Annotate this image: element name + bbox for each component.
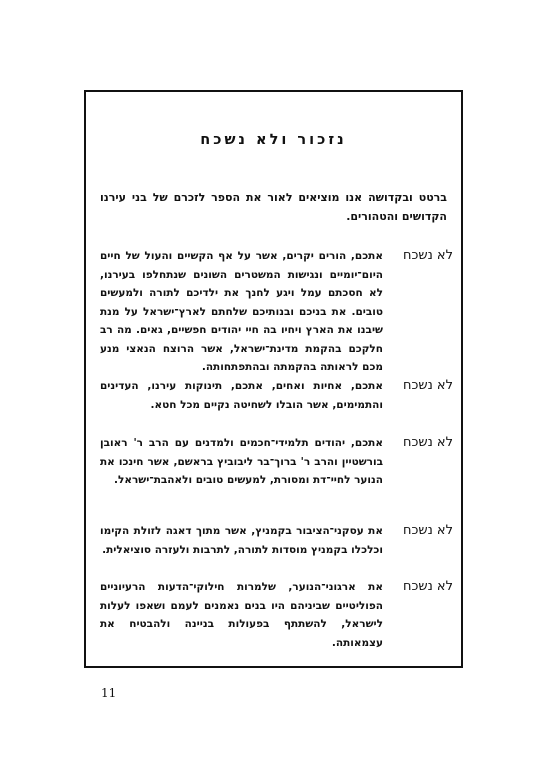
memorial-entry [100,377,453,414]
entry-text: את עסקני־הציבור בקמניץ, אשר מתוך דאגה לזולת הקימו וכלכלו בקמניץ מוסדות לתורה, לתרבות ולעזרה סוציאלית. [100,525,383,556]
page-number: 11 [101,686,117,700]
entry-text: אתכם, יהודים תלמידי־חכמים ולמדנים עם הרב ר' ראובן בורשטיין והרב ר' ברוך־בר ליבוביץ בראשם, אשר חינכו את הנוער לחיי־דת ומסורת, למעשים טובים ולאהבת־ישראל. [100,437,383,486]
memorial-entry [100,578,453,652]
intro-paragraph: ברטט ובקדושה אנו מוציאים לאור את הספר לזכרם של בני עירנו הקדושים והטהורים. [100,191,447,223]
page-title: נזכור ולא נשכח [200,132,347,148]
entry-label: לא נשכח [403,523,453,538]
entry-label: לא נשכח [403,435,453,450]
entry-label: לא נשכח [403,378,453,393]
entry-text: אתכם, אחיות ואחים, אתכם, תינוקות עירנו, העדינים והתמימים, אשר הובלו לשחיטה נקיים מכל חטא. [100,380,383,411]
entry-label: לא נשכח [403,579,453,594]
entry-text: אתכם, הורים יקרים, אשר על אף הקשיים והעול של חיים היום־יומיים ונגישות המשטרים השונים שנתחלפו בעירנו, לא חסכתם עמל ויגע לחנך את ילדיכם לתורה ולמעשים טובים. את בניכם ובנותיכם שלחתם לארץ־ישראל על מנת שיבנו את הארץ ויחיו בה חיי יהודים חפשיים, גאים. מה רב חלקכם בהקמת מדינת־ישראל, אשר הרוצח הנאצי מנע מכם לראותה בהקמתה ובהתפתחותה. [100,250,383,373]
memorial-entry [100,434,453,490]
memorial-entry [100,522,453,559]
entry-text: את ארגוני־הנוער, שלמרות חילוקי־הדעות הרעיוניים הפוליטיים שביניהם היו בנים נאמנים לעמם ושאפו לעלות לישראל, להשתתף בפעולות בניינה ולהבטיח את עצמאותה. [100,581,383,649]
entry-label: לא נשכח [403,248,453,263]
page-frame [84,90,463,668]
memorial-entry [100,247,453,377]
